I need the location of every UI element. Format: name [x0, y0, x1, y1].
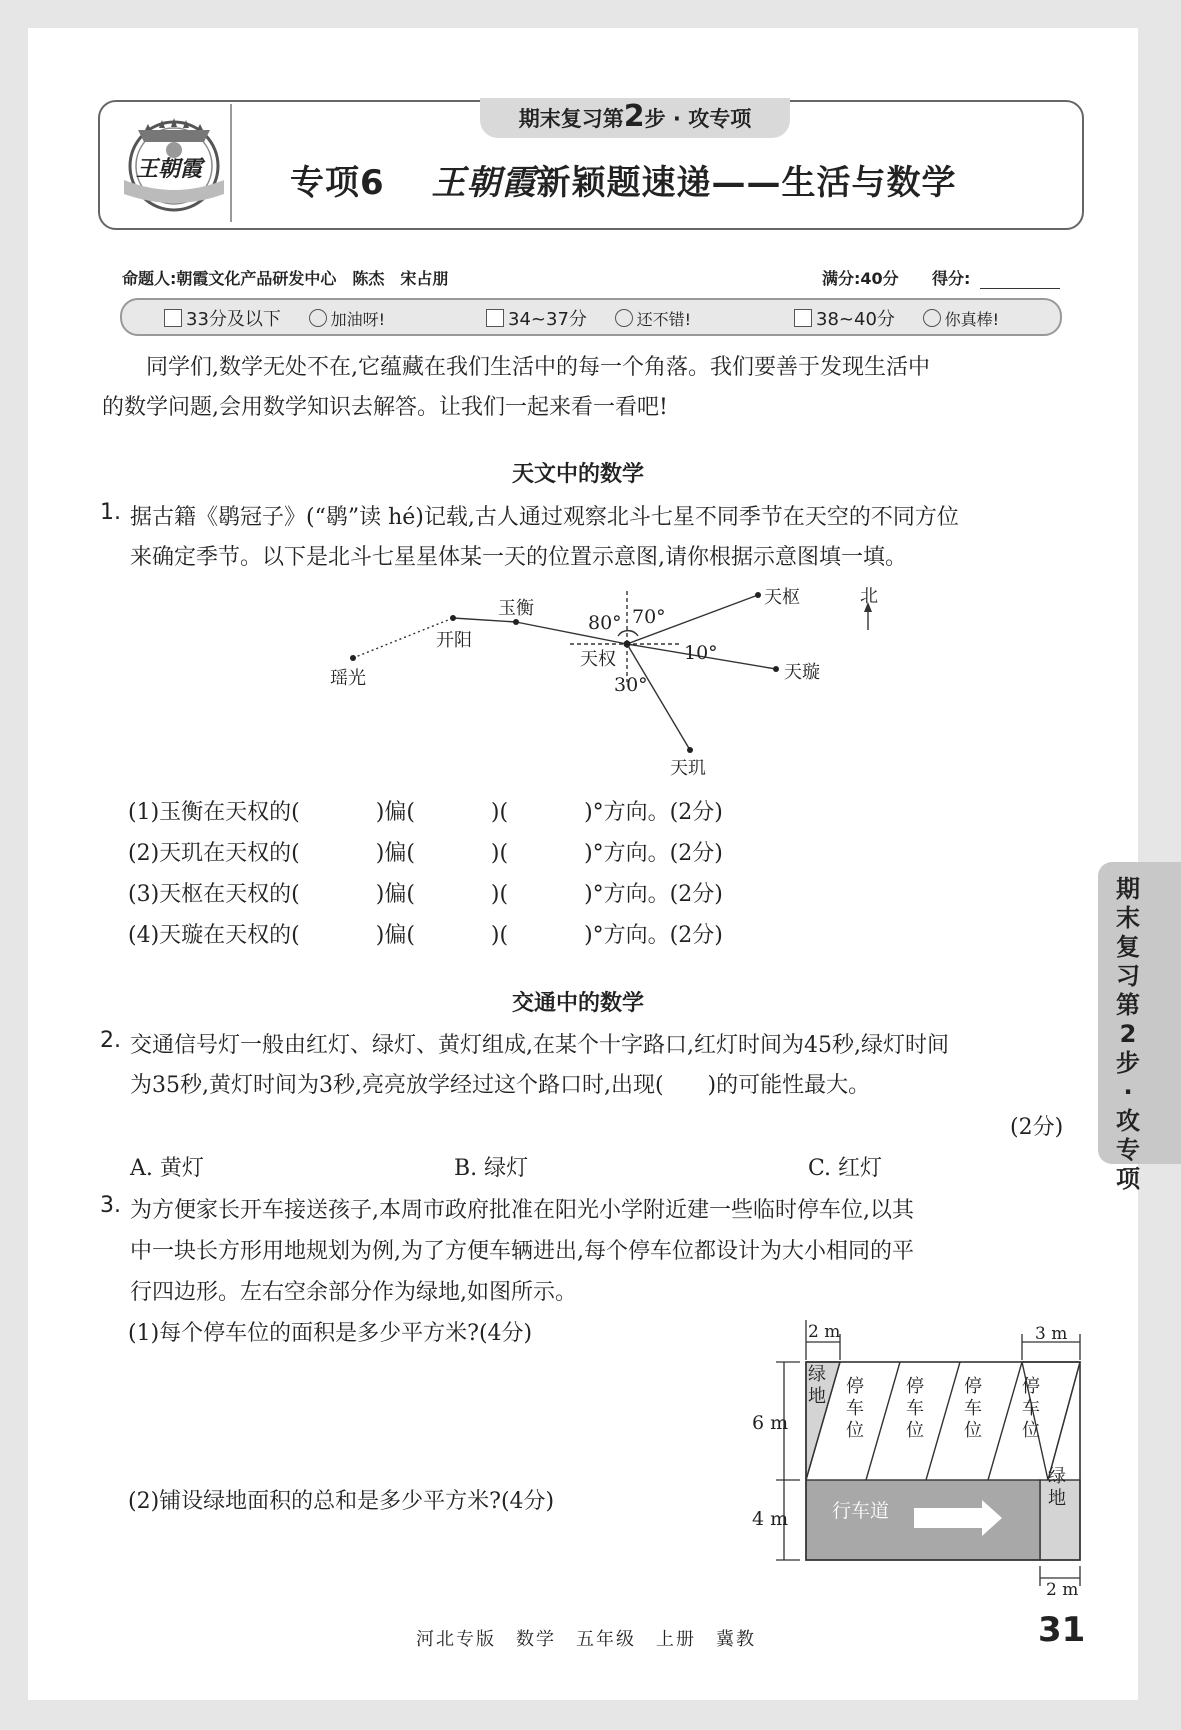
- sub-part: )(: [490, 923, 509, 948]
- side-char: 2: [1119, 1020, 1137, 1048]
- angle-80: 80°: [588, 612, 622, 634]
- side-char: 期: [1116, 875, 1140, 903]
- score-range-1: [164, 305, 385, 331]
- section-astronomy-title: 天文中的数学: [512, 462, 645, 487]
- author-line: 命题人:朝霞文化产品研发中心 陈杰 宋占朋: [122, 269, 449, 288]
- sub-part: )偏(: [375, 800, 415, 825]
- score-label: 得分:: [932, 269, 971, 288]
- side-char: 习: [1116, 962, 1140, 990]
- title-brand: 王朝霞: [431, 163, 537, 203]
- dim-top-left: 2 m: [808, 1322, 841, 1342]
- side-char: 复: [1116, 933, 1140, 961]
- footer-text: 河北专版 数学 五年级 上册 冀教: [416, 1629, 756, 1650]
- angle-30: 30°: [614, 674, 648, 696]
- side-tab-text: [1108, 875, 1148, 1194]
- checkbox[interactable]: [164, 309, 182, 327]
- banner: [480, 98, 790, 138]
- q3-line-1: 为方便家长开车接送孩子,本周市政府批准在阳光小学附近建一些临时停车位,以其: [130, 1198, 914, 1223]
- q2-option-c[interactable]: C. 红灯: [808, 1156, 883, 1181]
- angle-10: 10°: [684, 642, 718, 664]
- sub-part: )(: [490, 800, 509, 825]
- sub-label: (1)玉衡在天权的(: [128, 800, 300, 825]
- dim-top-right: 3 m: [1035, 1324, 1068, 1344]
- comment-text: 还不错!: [636, 310, 692, 329]
- green-right-label: 绿地: [1048, 1466, 1066, 1509]
- sub-part: )°方向。(2分): [584, 800, 723, 825]
- q2-option-b[interactable]: B. 绿灯: [454, 1156, 529, 1181]
- parking-label-3: 停车位: [964, 1376, 982, 1441]
- side-char: ·: [1123, 1078, 1133, 1106]
- sub-part: )偏(: [375, 882, 415, 907]
- comment-text: 你真棒!: [944, 310, 1000, 329]
- side-char: 第: [1116, 991, 1140, 1019]
- parking-label-2: 停车位: [906, 1376, 924, 1441]
- page-number: 31: [1038, 1610, 1086, 1650]
- title-topic: 专项6: [290, 163, 385, 203]
- banner-number: 2: [623, 99, 645, 134]
- score-range-3: [794, 305, 999, 331]
- green-left-label: 绿地: [808, 1364, 826, 1407]
- dim-left-bottom: 4 m: [752, 1508, 789, 1530]
- sub-part: )(: [490, 841, 509, 866]
- range-text: 38~40分: [816, 309, 895, 330]
- road-label: 行车道: [832, 1500, 890, 1522]
- q1-line-2: 来确定季节。以下是北斗七星星体某一天的位置示意图,请你根据示意图填一填。: [130, 545, 907, 570]
- q2-number: 2.: [100, 1028, 121, 1053]
- q3-line-3: 行四边形。左右空余部分作为绿地,如图所示。: [130, 1280, 577, 1305]
- side-char: 末: [1116, 904, 1140, 932]
- star-tianquan: 天权: [580, 649, 616, 670]
- smile-icon: [615, 309, 633, 327]
- checkbox[interactable]: [486, 309, 504, 327]
- q3-sub-1: (1)每个停车位的面积是多少平方米?(4分): [128, 1321, 533, 1346]
- north-label: 北: [860, 586, 878, 607]
- banner-prefix: 期末复习第: [518, 107, 624, 131]
- star-tianji: 天玑: [670, 758, 706, 779]
- range-text: 34~37分: [508, 309, 587, 330]
- q1-sub-4: [128, 918, 723, 949]
- star-kaiyang: 开阳: [436, 630, 472, 651]
- star-yaoguang: 瑶光: [330, 668, 366, 689]
- q2-line-1: 交通信号灯一般由红灯、绿灯、黄灯组成,在某个十字路口,红灯时间为45秒,绿灯时间: [130, 1033, 949, 1058]
- comment-text: 加油呀!: [330, 310, 386, 329]
- score-blank[interactable]: [980, 288, 1060, 289]
- side-char: 攻: [1116, 1107, 1140, 1135]
- intro-line-2: 的数学问题,会用数学知识去解答。让我们一起来看一看吧!: [102, 395, 668, 420]
- q3-number: 3.: [100, 1193, 121, 1218]
- banner-suffix: 步 · 攻专项: [644, 107, 752, 131]
- q1-sub-3: [128, 877, 723, 908]
- q1-line-1: 据古籍《鹖冠子》(“鹖”读 hé)记载,古人通过观察北斗七星不同季节在天空的不同方位: [130, 505, 959, 530]
- dim-left-top: 6 m: [752, 1412, 789, 1434]
- q2-option-a[interactable]: A. 黄灯: [130, 1156, 204, 1181]
- sub-part: )偏(: [375, 841, 415, 866]
- sub-label: (4)天璇在天权的(: [128, 923, 300, 948]
- sub-label: (2)天玑在天权的(: [128, 841, 300, 866]
- q1-sub-2: [128, 836, 723, 867]
- q3-sub-2: (2)铺设绿地面积的总和是多少平方米?(4分): [128, 1489, 555, 1514]
- title-text: 新颖题速递——生活与数学: [536, 163, 957, 203]
- sub-part: )°方向。(2分): [584, 882, 723, 907]
- logo-text: 王朝霞: [136, 156, 203, 182]
- score-range-2: [486, 305, 691, 331]
- q1-sub-1: [128, 795, 723, 826]
- page-title: [290, 155, 957, 204]
- side-char: 步: [1116, 1049, 1140, 1077]
- parking-lot-diagram: [740, 1320, 1090, 1610]
- intro-line-1: 同学们,数学无处不在,它蕴藏在我们生活中的每一个角落。我们要善于发现生活中: [146, 355, 930, 380]
- side-char: 项: [1116, 1165, 1140, 1193]
- checkbox[interactable]: [794, 309, 812, 327]
- sub-label: (3)天枢在天权的(: [128, 882, 300, 907]
- parking-label-4: 停车位: [1022, 1376, 1040, 1441]
- q2-line-2: 为35秒,黄灯时间为3秒,亮亮放学经过这个路口时,出现( )的可能性最大。: [130, 1073, 871, 1098]
- smile-icon: [309, 309, 327, 327]
- smile-icon: [923, 309, 941, 327]
- sub-part: )°方向。(2分): [584, 841, 723, 866]
- section-traffic-title: 交通中的数学: [512, 991, 645, 1016]
- full-score: 满分:40分: [822, 269, 899, 288]
- parking-label-1: 停车位: [846, 1376, 864, 1441]
- sub-part: )偏(: [375, 923, 415, 948]
- star-yuheng: 玉衡: [498, 598, 534, 619]
- angle-70: 70°: [632, 606, 666, 628]
- logo-divider: [230, 104, 232, 222]
- sub-part: )(: [490, 882, 509, 907]
- star-tianshu: 天枢: [764, 587, 800, 608]
- range-text: 33分及以下: [186, 309, 281, 330]
- sub-part: )°方向。(2分): [584, 923, 723, 948]
- star-tianxuan: 天璇: [784, 662, 820, 683]
- dim-bottom-right: 2 m: [1046, 1580, 1079, 1600]
- q3-line-2: 中一块长方形用地规划为例,为了方便车辆进出,每个停车位都设计为大小相同的平: [130, 1239, 914, 1264]
- q2-points: (2分): [1010, 1115, 1064, 1140]
- q1-number: 1.: [100, 500, 121, 525]
- side-char: 专: [1116, 1136, 1140, 1164]
